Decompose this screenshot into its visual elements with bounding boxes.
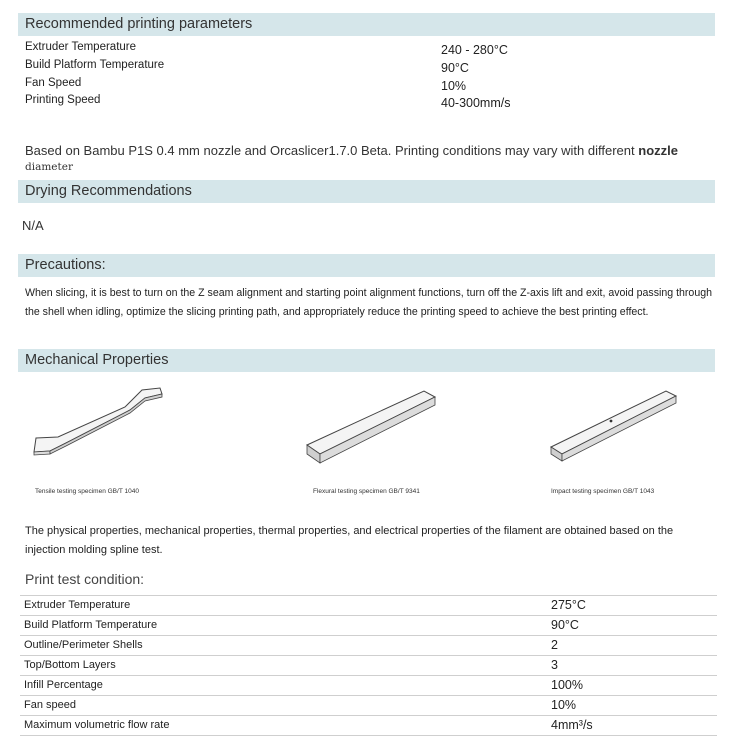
test-value: 90°C bbox=[551, 618, 579, 632]
test-label: Fan speed bbox=[24, 699, 76, 711]
test-label: Top/Bottom Layers bbox=[24, 659, 116, 671]
param-label: Fan Speed bbox=[25, 77, 82, 89]
precautions-header: Precautions: bbox=[18, 254, 715, 277]
param-value: 10% bbox=[441, 79, 467, 93]
test-value: 100% bbox=[551, 678, 583, 692]
drying-header: Drying Recommendations bbox=[18, 180, 715, 203]
param-label: Build Platform Temperature bbox=[25, 59, 165, 71]
test-value: 4mm³/s bbox=[551, 718, 593, 732]
precautions-text: When slicing, it is best to turn on the Z seam alignment and starting point alignment functions, turn off the Z-axis lift and exit, avoid passing through the shell when idling, optimize the slicing printing path, and appropriately reduce the printing speed to achieve the best printing effect. bbox=[25, 287, 713, 318]
tensile-specimen-image bbox=[30, 385, 170, 460]
note-text: Based on Bambu P1S 0.4 mm nozzle and Orcaslicer1.7.0 Beta. Printing conditions may vary with different bbox=[25, 143, 635, 158]
test-label: Build Platform Temperature bbox=[24, 619, 158, 631]
param-value: 40-300mm/s bbox=[441, 96, 511, 110]
table-row bbox=[20, 696, 717, 716]
test-label: Maximum volumetric flow rate bbox=[24, 719, 170, 731]
flexural-caption: Flexural testing specimen GB/T 9341 bbox=[313, 488, 420, 495]
table-row bbox=[20, 676, 717, 696]
impact-caption: Impact testing specimen GB/T 1043 bbox=[551, 488, 655, 495]
param-value: 90°C bbox=[441, 61, 469, 75]
tensile-caption: Tensile testing specimen GB/T 1040 bbox=[35, 488, 139, 495]
param-value: 240 - 280°C bbox=[441, 43, 508, 57]
param-label: Printing Speed bbox=[25, 94, 101, 106]
table-row bbox=[20, 616, 717, 636]
test-condition-table bbox=[20, 595, 717, 736]
table-row bbox=[20, 716, 717, 736]
table-row bbox=[20, 656, 717, 676]
test-value: 3 bbox=[551, 658, 558, 672]
test-value: 2 bbox=[551, 638, 558, 652]
drying-value: N/A bbox=[22, 218, 44, 233]
flexural-specimen-image bbox=[302, 388, 442, 468]
table-row bbox=[20, 595, 717, 616]
impact-specimen-image bbox=[548, 383, 683, 463]
test-label: Extruder Temperature bbox=[24, 599, 131, 611]
printing-note bbox=[25, 143, 745, 173]
note-bold: nozzle bbox=[638, 143, 678, 158]
mechanical-header: Mechanical Properties bbox=[18, 349, 715, 372]
test-label: Outline/Perimeter Shells bbox=[24, 639, 143, 651]
test-value: 10% bbox=[551, 698, 577, 712]
test-label: Infill Percentage bbox=[24, 679, 103, 691]
printing-params-header: Recommended printing parameters bbox=[18, 13, 715, 36]
param-label: Extruder Temperature bbox=[25, 41, 137, 53]
mechanical-description: The physical properties, mechanical properties, thermal properties, and electrical properties of the filament are obtained based on the injection molding spline test. bbox=[25, 525, 674, 556]
table-row bbox=[20, 636, 717, 656]
test-condition-title: Print test condition: bbox=[25, 571, 145, 587]
note-small: diameter bbox=[25, 161, 73, 173]
test-value: 275°C bbox=[551, 598, 586, 612]
